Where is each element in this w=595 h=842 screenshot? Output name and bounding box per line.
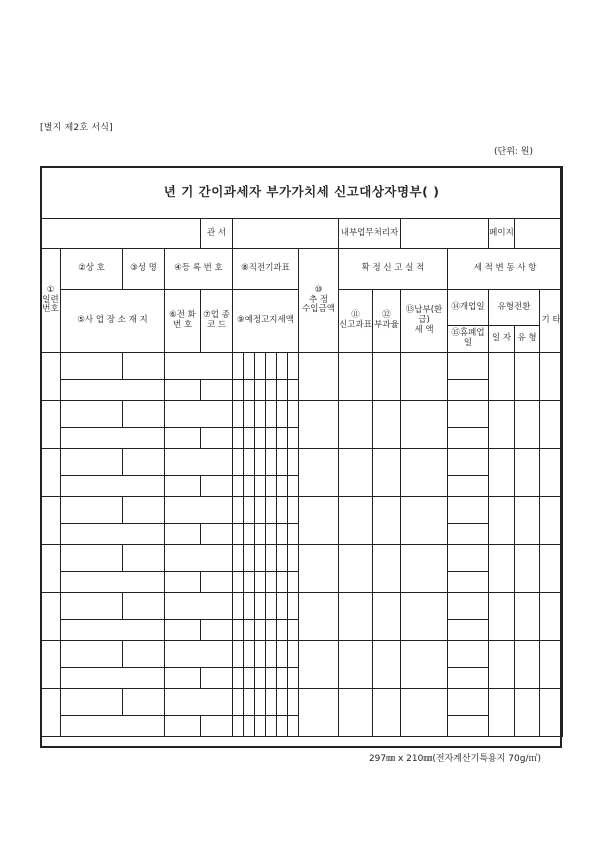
industry-code-header: ⑦업 종 코 드 bbox=[201, 290, 233, 353]
serial-header: ① 일련 번호 bbox=[41, 249, 61, 353]
trade-name-header: ②상 호 bbox=[61, 249, 123, 290]
tax-change-header: 세 적 변 동 사 항 bbox=[448, 249, 563, 290]
decision-tax-header: ⑨예정고지세액 bbox=[233, 290, 299, 353]
prev-tax-type-header: ⑧직전기과표 bbox=[233, 249, 299, 290]
address-header: ⑤사 업 장 소 재 지 bbox=[61, 290, 165, 353]
closure-date-header: ⑮휴폐업일 bbox=[448, 326, 489, 353]
page-label: 페이지 bbox=[489, 219, 515, 249]
est-income-header: ⑩ 추 정 수입금액 bbox=[299, 249, 339, 353]
confirmed-report-header: 확 정 신 고 실 적 bbox=[339, 249, 448, 290]
unit-label: (단위: 원) bbox=[494, 147, 533, 157]
conv-date-header: 일 자 bbox=[489, 326, 515, 353]
form-outer-border bbox=[40, 166, 562, 748]
office-label: 관 서 bbox=[201, 219, 233, 249]
name-header: ③성 명 bbox=[123, 249, 165, 290]
paper-spec-footer: 297㎜ x 210㎜(전자계산기특용지 70g/㎡) bbox=[368, 754, 541, 764]
form-title: 년 기 간이과세자 부가가치세 신고대상자명부( ) bbox=[41, 167, 563, 219]
paid-tax-header: ⑬납부(환급) 세 액 bbox=[401, 290, 448, 353]
other-header: 기 타 bbox=[540, 290, 563, 353]
reg-no-header: ④등 록 번 호 bbox=[165, 249, 233, 290]
form-number-label: [별지 제2호 서식] bbox=[40, 123, 113, 133]
type-conversion-header: 유형전환 bbox=[489, 290, 540, 326]
phone-header: ⑥전 화 번 호 bbox=[165, 290, 201, 353]
tax-rate-header: ⑫ 부과율 bbox=[373, 290, 401, 353]
report-tax-base-header: ⑪ 신고과표 bbox=[339, 290, 373, 353]
dept-label: 내부업무처리자 bbox=[339, 219, 401, 249]
open-date-header: ⑭개업일 bbox=[448, 290, 489, 326]
conv-type-header: 유 형 bbox=[515, 326, 540, 353]
